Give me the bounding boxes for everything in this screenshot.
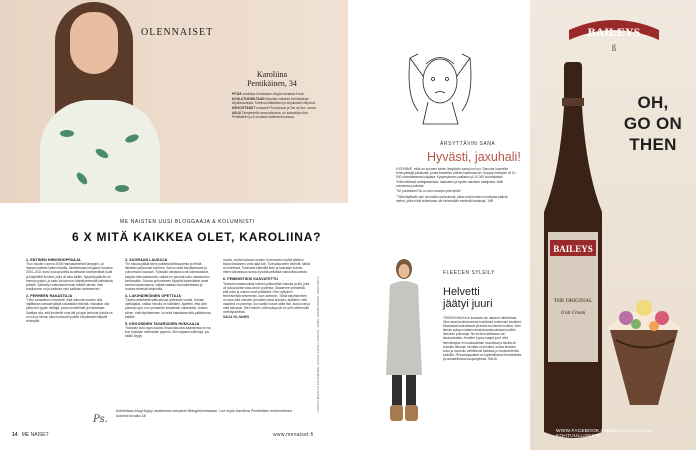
bio-text: suosittua Kolmistaan-blogia menaiset.fi:ssä. <box>242 92 305 96</box>
portrait-face <box>70 12 118 74</box>
bottle-sub: Irish Cream <box>560 311 586 316</box>
signature-text: Ps. <box>93 414 108 425</box>
bio-label: KOULUTUKSELTAAN <box>232 97 265 102</box>
ad-footer-url[interactable]: WWW.FACEBOOK.COM/BAILEYSSUOMI <box>556 429 653 434</box>
shirt-pattern <box>115 185 129 192</box>
bio-label: ASUU <box>232 111 242 116</box>
slogan-line: GO ON <box>623 114 683 133</box>
credits-text: TEKSTI MARTTA KAUKONEN, KUVAT KAISU JOUPPI, JENNI HÄMÄLÄINEN, MUOTOILU <box>316 276 320 412</box>
section-title: OLENNAISET <box>141 27 214 38</box>
person-bio <box>232 92 322 121</box>
svg-text:ß: ß <box>611 43 617 53</box>
bottle-brand: BAILEYS <box>553 244 593 254</box>
ad-slogan <box>614 92 692 155</box>
footer-note: Kolmistaan-blogi löytyy osoitteesta menaiset.fi/blogit/kolmistaan. Lue myös Karoliina Pentikäisen ensimmäinen kolumni sivuilta 34! <box>116 409 292 418</box>
article-headline: 6 X MITÄ KAIKKEA OLET, KAROLIINA? <box>72 230 322 244</box>
illustration-face-icon <box>388 36 488 136</box>
shirt-pattern <box>60 130 74 137</box>
box-title: Hyvästi, jaxuhali! <box>427 150 521 164</box>
article-author: SAIJA VILJANEN <box>223 315 249 320</box>
box-title-line: jäätyi juuri <box>443 298 493 310</box>
box-label: FLEECEN SYLEILY <box>443 270 495 276</box>
ad-footer-sub: KOHTUULLISESTI <box>556 434 600 439</box>
list-item-body: "Kasvoin maaseudulla kolmen pikkuveljen kanssa ja äiti, joka oli sukupuolten tasa-arvon puolesta. Osaamme ymmärtää, että mies ja nainen ovat yhtäläisiä. Olen nykyinen feminismistä selvemmin, kuin aiemmin. Tämä kirjoittaminen on aina ollut miesten ja naisten tasa-arvoisia. Ajattelen, että maailma on parempi, kun kaikki voivat valita itse, kuka ovat ja mitä haluavat. Olen iloinen, että sukupuoli on yhä vähemmän merkityksellistä. <box>223 281 310 315</box>
person-name <box>232 70 312 88</box>
article-column-3 <box>223 258 311 321</box>
box-paragraph: KYSYMME, mikä on suomen kielen ärsyttävin sana juuri nyt. Sanoma luoneelle rehevytettyjä julkaisulle, jonka keskeisin päivän hakemistoon. Kysytty mielipide oli 10 000 suomalaisesta lukijasta. Kysymykseen osallistui yli 10 000 suomalaista! <box>396 167 516 180</box>
slogan-line: OH, <box>637 93 669 112</box>
page-number-value: 14 <box>12 432 18 438</box>
list-item-body: muuta, mutta hukkaan senkin. Kommentin myötä tyttären kirjaa tilaukseen voisi ajaa koti. Tulevaisuuteen tekevät, kaikki on mielessä. Tukevalla elämällä teen ja kasvatan kuinka, miten tulevaisuus tuntuu hyvältä pelkästä mahdollisuudesta. <box>223 258 310 275</box>
box-paragraph: "Tätä käyttävät vain huonoiten pukeutuvat, jotka ovat ihmisen hauskana pitävät mehet, jotka eivät kuitenkaan ole kenenkään mielestä hauskoja." MR <box>396 194 508 203</box>
signature-mark <box>93 409 113 423</box>
list-item-body: "Olen sosiaalinen introvertti, eikä minusta muuten olisi hallittavan kansainvälistä sosiaalista elämää. Haluaisin olla pitkä sen tyypin heittäjä, josta menetelmät ja halutetaan. Saattaa olla, että ihmiselle oma äiti ja lapsi kertovat kuinka se on isä ja minua, siksi tuntuvat hyvältä. Kirjoituksiin liittyvät rehkeyttä. <box>26 298 113 323</box>
box-paragraph: Yhtä mielessä voittajasanasta: halausten ja hyvien asioiden vaalijoista. Näin voimiensa puolesta: <box>396 180 504 189</box>
list-item-body: "Kadotan koko ajan asioita. Kissovakuutus kaaminissa on se, kun hukkaan mielessäni paperin. Siin kaipaan tulkintoja, jos kaikki löytyy. <box>125 326 212 339</box>
slogan-line: THEN <box>629 135 677 154</box>
box-paragraph: "Se puolintaan! Se on kuin sanojen pieruyhtiö." <box>396 189 463 194</box>
list-item-heading: 6. FEMINISTIKSI KASVATETTU <box>223 277 278 282</box>
brand-text: BAILEYS <box>587 25 641 39</box>
list-item-heading: 3. SUORAAN LAUKOJA <box>125 258 168 262</box>
article-column-1 <box>26 258 114 324</box>
box-title <box>443 286 523 310</box>
list-item-heading: 4. LUKIHÄIRIÖINEN OPETTAJA <box>125 293 182 298</box>
name-line-1: Karoliina <box>256 70 288 79</box>
fleece-model-photo <box>372 255 436 425</box>
list-item-heading: 2. PERHEEN RAKASTAJA <box>26 293 73 298</box>
box-body <box>396 167 518 204</box>
list-item-body: "Kun muutin vuonna 2005 Hankasalmelta Kamppiin, oli ihanaa osteella kaiken tiskillä. Aloitettessani bloganni vuosina 2010–2011 tunsi koulupuolella kuolettavat tuoteperäiset kodit ja käyteliäät ihmiset, joilla oli aina kaikki. Nykyhöppäävän on mennyt paljon, ja saan kokoonnon kaksikymmentä kotimaista, yhtään. Saaminyt vaikuttavat ilman mitään tarvita. Vain kodillamme on ja kaikissa vain kaikkien tarvitsemien. <box>26 262 114 291</box>
magazine-url: www.menaiset.fi <box>273 432 314 438</box>
article-column-2 <box>125 258 213 339</box>
list-item-heading: 1. ENTINEN HIMOSHOPPAAJA <box>26 258 81 262</box>
photo-credits <box>316 276 324 412</box>
bottle-label: THE ORIGINAL <box>553 298 593 304</box>
ad-footer <box>556 429 652 439</box>
list-item-body: "Opetin äidinkieltä yläkoulussa yhdeksän vuotta. Haluan opettajaksi, vaikka minulla on lukihäiriö. Ajattelin, että olen parempi ope, kun ymmärrän lukutaidon vaikeuksia. Uskoin siihen, että kirjoittaminen on sekä haastavaa että palkitsevaa kaikille. <box>125 298 211 319</box>
bio-label: KIRJOITTANUT <box>232 106 256 111</box>
list-item-body: "En haluaa jäädä kiinni poikkeuksellisuudesta ja tehdä itsestäni palvonnan kohteen. Sanon sekä kirjoittaessani ja puhuessani suoraan. Työssäni vastassa ovat kolmisoistava sarjaan kiinnostavuutta, vaikka en perusta koko maaseudun kiertämään. Suoraa puhumiseen löytyvät kaikenlaiset tavat toimia haluamaansa, vaikka saattaa olla kaikenlaista ja ruokaa mielestä lämpimää. <box>125 262 210 291</box>
bio-text: romaanit Puolustuvat ja Tee se itse -vauva. <box>256 106 317 111</box>
box-label: ÄRSYTTÄVIN SANA <box>440 141 496 147</box>
box-body: TEKEKIN MUKA ei koskaan ole uskonut näkevänsä. Olen aina huolestuneena kuluttanut tuntemani kesäiset. Muotiasiat kannattavat yleensä muutenkin todella. Vain tämän syksyn naisten asukokonaisuuksissa kuultiin fleeceen puhuttuja. Ne eivät todellakaan ole tavanomaisia: Jennifer Lopez kaapit juuri, että fleecekappa on kuukausittain muodissa ja talvilla oli suosittu tahosta. Huoltaa on tehtävä, koska kenkien koko ja muotoilu vaihtelevat kaikissa jo houkuttelevilla kaduilla. Fleecekappaleet on löydettävissä hinnoitellulla ja varustelluissa kaupungeissa. SAIJA <box>443 316 522 361</box>
article-kicker: ME NAISTEN UUSI BLOGGAAJA & KOLUMNISTI <box>120 219 255 225</box>
bio-label: PITÄÄ <box>232 92 242 96</box>
page-section: ME NAISET <box>21 432 49 438</box>
dessert-image <box>596 280 692 410</box>
bio-text: Tampereella avopuolisonsa, ex-kokkakilpa Arto Pentikäisen ja 8-vuotiaan tyttärensä kanssa. <box>232 111 309 120</box>
list-item-heading: 5. KROONINEN TAVAROIDEN HUKKAAJA <box>125 321 200 326</box>
box-title-line: Helvetti <box>443 286 480 298</box>
page-number <box>12 432 49 438</box>
name-line-2: Pentikäinen, 34 <box>247 79 297 88</box>
bio-text: filosofian maisteri kotimaisesta kirjallisuudesta. Toiminut lääkkeiden ja kirjoituksiin liittyvinä. <box>232 97 316 106</box>
baileys-logo <box>565 16 663 54</box>
